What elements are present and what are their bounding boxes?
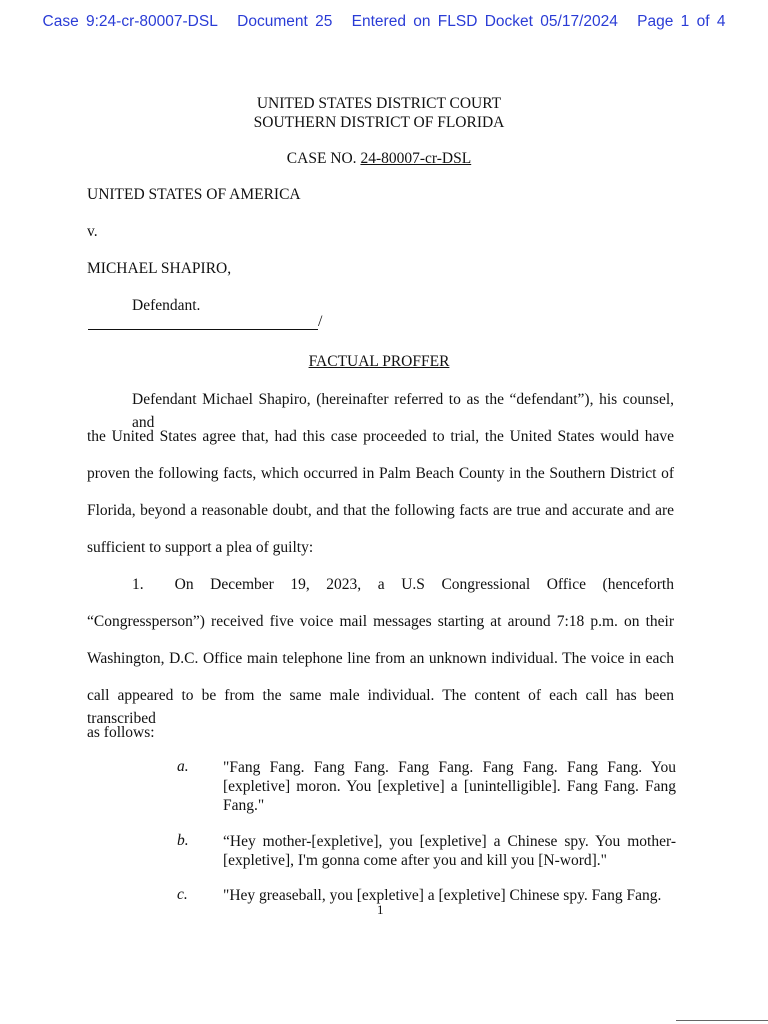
defendant-name: MICHAEL SHAPIRO,: [87, 260, 232, 277]
header-document: Document 25: [237, 13, 333, 30]
quote-text: "Fang Fang. Fang Fang. Fang Fang. Fang Fang. Fang Fang. You [expletive] moron. You [expletive] a [unintelligible]. Fang Fang. Fang Fang.": [223, 759, 676, 814]
footer-rule: [676, 1020, 768, 1021]
case-number-value: 24-80007-cr-DSL: [360, 150, 472, 167]
plaintiff-name: UNITED STATES OF AMERICA: [87, 186, 301, 203]
caption-slash: /: [318, 313, 323, 330]
quote-label: c.: [177, 886, 188, 903]
document-title: FACTUAL PROFFER: [308, 353, 450, 370]
header-page: Page 1 of 4: [637, 13, 726, 30]
text-line: Florida, beyond a reasonable doubt, and that the following facts are true and accurate and are: [87, 502, 674, 519]
paragraph-1: [87, 573, 674, 758]
text-line: “Congressperson”) received five voice mail messages starting at around 7:18 p.m. on their: [87, 613, 674, 630]
quote-label: a.: [177, 758, 189, 775]
quote-text: “Hey mother-[expletive], you [expletive] a Chinese spy. You mother-[expletive], I'm gonna come after you and kill you [N-word].": [223, 833, 676, 869]
text-line: call appeared to be from the same male individual. The content of each call has been transcribed: [87, 687, 674, 727]
versus: v.: [87, 223, 98, 240]
court-district: SOUTHERN DISTRICT OF FLORIDA: [253, 114, 505, 131]
court-heading: [0, 94, 758, 132]
text-line: as follows:: [87, 724, 155, 741]
ecf-header: [0, 13, 768, 31]
text-line: 1. On December 19, 2023, a U.S Congressional Office (henceforth: [132, 576, 674, 593]
header-entered: Entered on FLSD Docket 05/17/2024: [351, 13, 618, 30]
quote-text: "Hey greaseball, you [expletive] a [expletive] Chinese spy. Fang Fang.: [223, 887, 662, 904]
page-number: 1: [377, 902, 384, 917]
case-number-label: CASE NO.: [286, 150, 361, 167]
quote-label: b.: [177, 832, 189, 849]
text-line: the United States agree that, had this case proceeded to trial, the United States would have: [87, 428, 674, 445]
case-number: [0, 150, 758, 168]
text-line: Defendant Michael Shapiro, (hereinafter referred to as the “defendant”), his counsel, and: [132, 391, 674, 431]
text-line: proven the following facts, which occurred in Palm Beach County in the Southern District of: [87, 465, 674, 482]
header-case: Case 9:24-cr-80007-DSL: [42, 13, 218, 30]
caption-rule: [88, 329, 318, 330]
text-line: Washington, D.C. Office main telephone line from an unknown individual. The voice in each: [87, 650, 674, 667]
intro-paragraph: [87, 388, 674, 573]
court-name: UNITED STATES DISTRICT COURT: [256, 95, 502, 112]
defendant-role: Defendant.: [132, 297, 201, 314]
text-line: sufficient to support a plea of guilty:: [87, 539, 314, 556]
